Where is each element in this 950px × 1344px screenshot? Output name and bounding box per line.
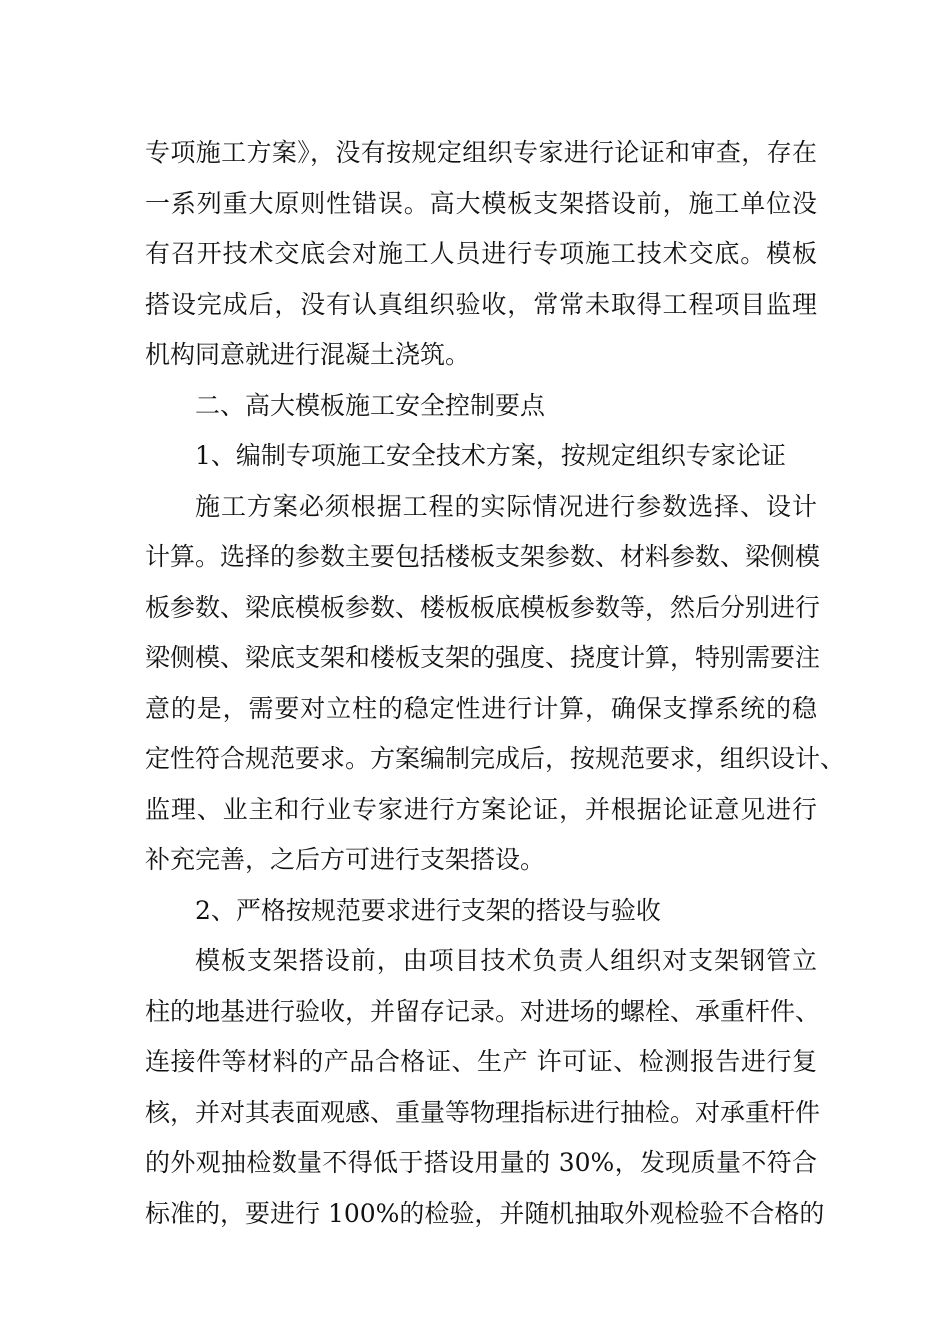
text-line: 意的是，需要对立柱的稳定性进行计算，确保支撑系统的稳 (145, 693, 817, 723)
text-line: 施工方案必须根据工程的实际情况进行参数选择、设计 (195, 491, 817, 521)
text-line: 1、编制专项施工安全技术方案，按规定组织专家论证 (195, 441, 786, 470)
text-line: 连接件等材料的产品合格证、生产 许可证、检测报告进行复 (145, 1047, 817, 1076)
text-line: 专项施工方案》，没有按规定组织专家进行论证和审查，存在 (145, 138, 817, 167)
text-line: 计算。选择的参数主要包括楼板支架参数、材料参数、梁侧模 (145, 542, 821, 571)
text-line: 梁侧模、梁底支架和楼板支架的强度、挠度计算，特别需要注 (145, 643, 821, 672)
text-line: 搭设完成后，没有认真组织验收，常常未取得工程项目监理 (145, 289, 817, 319)
text-line: 监理、业主和行业专家进行方案论证，并根据论证意见进行 (145, 794, 817, 824)
text-line: 模板支架搭设前，由项目技术负责人组织对支架钢管立 (195, 946, 817, 975)
text-line: 2、严格按规范要求进行支架的搭设与验收 (195, 895, 661, 925)
text-line: 机构同意就进行混凝土浇筑。 (145, 340, 471, 369)
text-line: 核，并对其表面观感、重量等物理指标进行抽检。对承重杆件 (145, 1097, 821, 1127)
text-line: 的外观抽检数量不得低于搭设用量的 30%，发现质量不符合 (145, 1148, 817, 1177)
text-line: 标准的，要进行 100%的检验，并随机抽取外观检验不合格的 (145, 1198, 825, 1228)
text-line: 柱的地基进行验收，并留存记录。对进场的螺栓、承重杆件、 (145, 996, 821, 1026)
text-line: 定性符合规范要求。方案编制完成后，按规范要求，组织设计、 (145, 744, 846, 773)
text-line: 板参数、梁底模板参数、楼板板底模板参数等，然后分别进行 (145, 592, 821, 622)
text-line: 二、高大模板施工安全控制要点 (195, 390, 546, 420)
text-line: 一系列重大原则性错误。高大模板支架搭设前，施工单位没 (145, 188, 817, 218)
text-line: 有召开技术交底会对施工人员进行专项施工技术交底。模板 (145, 239, 817, 268)
text-line: 补充完善，之后方可进行支架搭设。 (145, 845, 546, 874)
body-text (145, 128, 846, 1239)
